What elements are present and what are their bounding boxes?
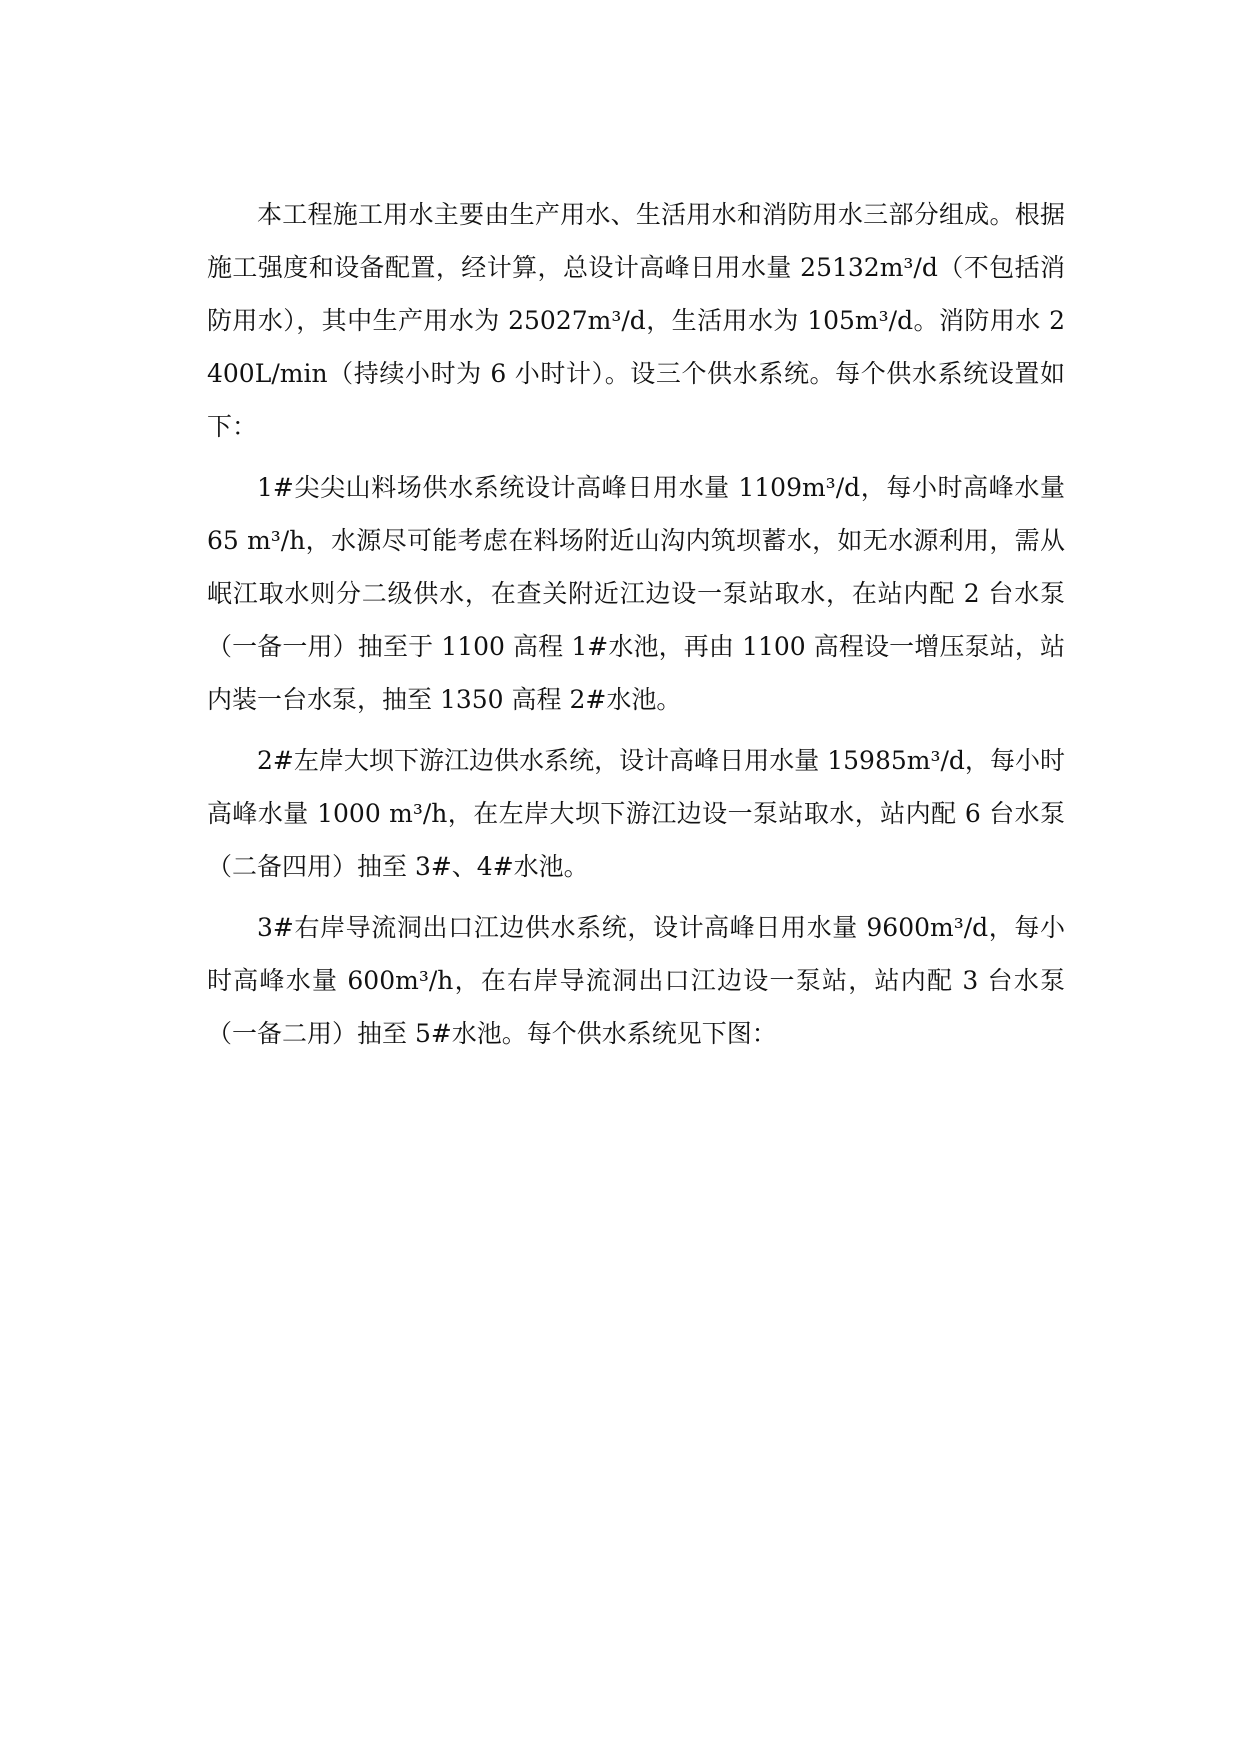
document-body xyxy=(207,188,1065,1068)
paragraph-supply-system-1: 1#尖尖山料场供水系统设计高峰日用水量 1109m³/d，每小时高峰水量 65 m³/h，水源尽可能考虑在料场附近山沟内筑坝蓄水，如无水源利用，需从岷江取水则分二级供水，在查关附近江边设一泵站取水，在站内配 2 台水泵（一备一用）抽至于 1100 高程 1#水池，再由 1100 高程设一增压泵站，站内装一台水泵，抽至 1350 高程 2#水池。 xyxy=(207,473,1065,714)
paragraph-supply-system-3: 3#右岸导流洞出口江边供水系统，设计高峰日用水量 9600m³/d，每小时高峰水量 600m³/h，在右岸导流洞出口江边设一泵站，站内配 3 台水泵（一备二用）抽至 5#水池。每个供水系统见下图： xyxy=(207,913,1065,1048)
paragraph-water-usage-overview: 本工程施工用水主要由生产用水、生活用水和消防用水三部分组成。根据施工强度和设备配置，经计算，总设计高峰日用水量 25132m³/d（不包括消防用水），其中生产用水为 25027m³/d，生活用水为 105m³/d。消防用水 2400L/min（持续小时为 6 小时计）。设三个供水系统。每个供水系统设置如下： xyxy=(207,200,1065,441)
paragraph-supply-system-2: 2#左岸大坝下游江边供水系统，设计高峰日用水量 15985m³/d，每小时高峰水量 1000 m³/h，在左岸大坝下游江边设一泵站取水，站内配 6 台水泵（二备四用）抽至 3#、4#水池。 xyxy=(207,746,1065,881)
